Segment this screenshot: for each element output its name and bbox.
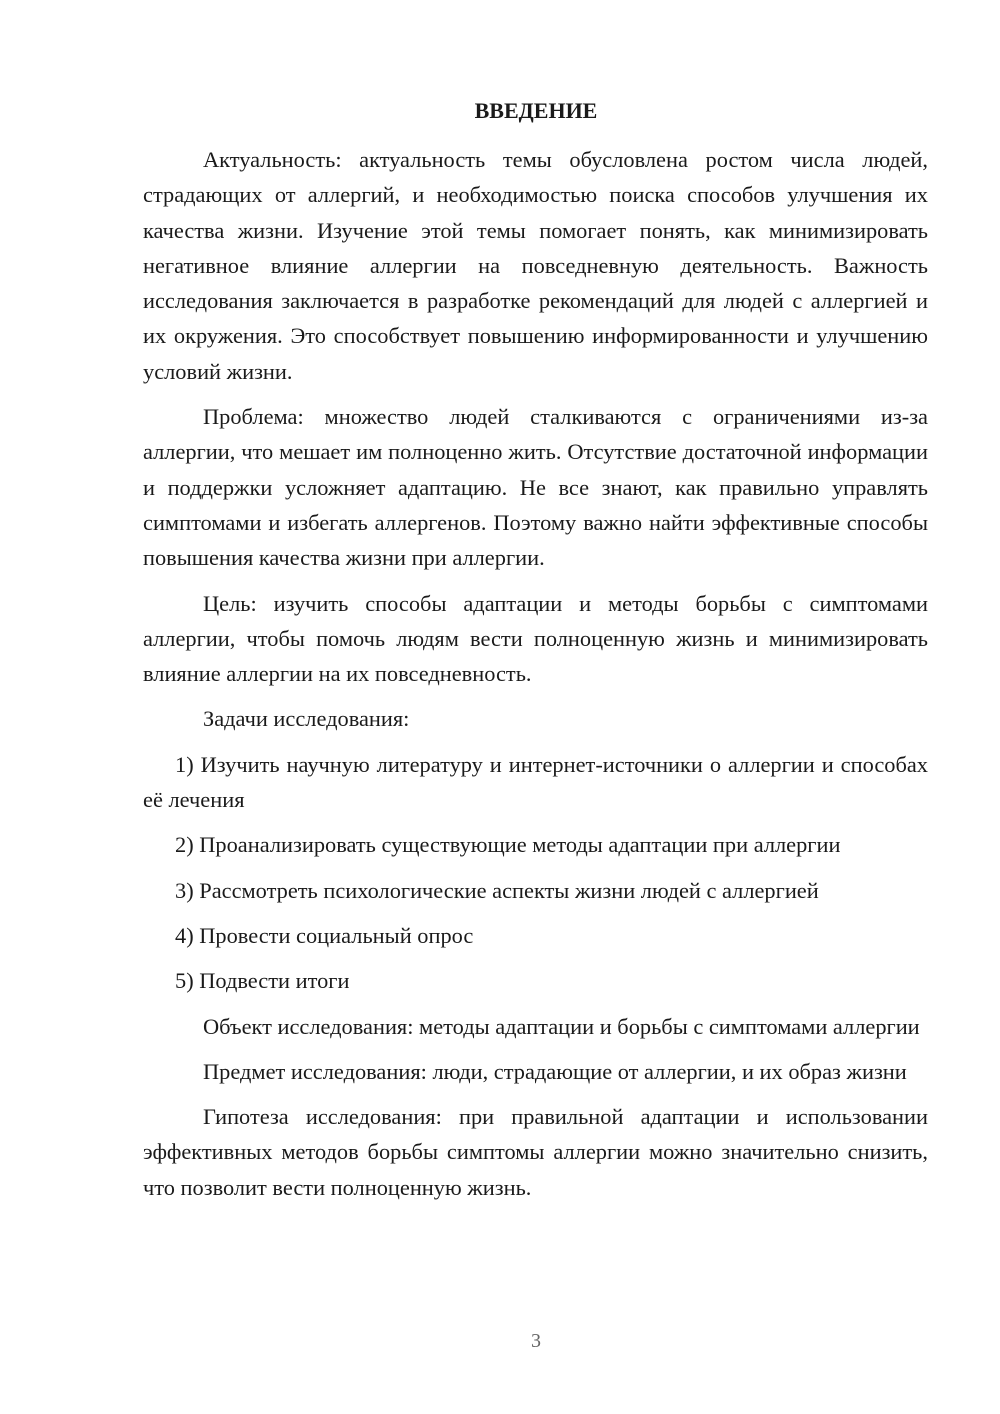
- task-item: 4) Провести социальный опрос: [175, 922, 474, 948]
- task-item: 2) Проанализировать существующие методы адаптации при аллергии: [175, 832, 841, 858]
- paragraph-relevance: Актуальность: актуальность темы обусловлена ростом числа людей, страдающих от аллергий, и необходимостью поиска способов улучшения их качества жизни. Изучение этой темы помогает понять, как минимизировать негативное влияние аллергии на повседневную деятельность. Важность исследования заключается в разработке рекомендаций для людей с аллергией и их окружения. Это способствует повышению информированности и улучшению условий жизни.: [143, 147, 928, 384]
- paragraph-hypothesis: Гипотеза исследования: при правильной адаптации и использовании эффективных методов борьбы симптомы аллергии можно значительно снизить, что позволит вести полноценную жизнь.: [143, 1104, 928, 1200]
- task-item: 1) Изучить научную литературу и интернет-источники о аллергии и способах её лечения: [143, 751, 928, 813]
- paragraph-subject: Предмет исследования: люди, страдающие от аллергии, и их образ жизни: [203, 1058, 907, 1084]
- document-body: [143, 142, 928, 1215]
- page-title: ВВЕДЕНИЕ: [474, 98, 598, 123]
- task-item: 5) Подвести итоги: [175, 968, 350, 994]
- page-number: 3: [531, 1330, 541, 1352]
- paragraph-problem: Проблема: множество людей сталкиваются с ограничениями из-за аллергии, что мешает им полноценно жить. Отсутствие достаточной информации и поддержки усложняет адаптацию. Не все знают, как правильно управлять симптомами и избегать аллергенов. Поэтому важно найти эффективные способы повышения качества жизни при аллергии.: [143, 404, 928, 571]
- tasks-heading: Задачи исследования:: [203, 706, 410, 732]
- paragraph-object: Объект исследования: методы адаптации и борьбы с симптомами аллергии: [203, 1013, 920, 1039]
- paragraph-goal: Цель: изучить способы адаптации и методы борьбы с симптомами аллергии, чтобы помочь людям вести полноценную жизнь и минимизировать влияние аллергии на их повседневность.: [143, 590, 928, 687]
- task-item: 3) Рассмотреть психологические аспекты жизни людей с аллергией: [175, 877, 819, 903]
